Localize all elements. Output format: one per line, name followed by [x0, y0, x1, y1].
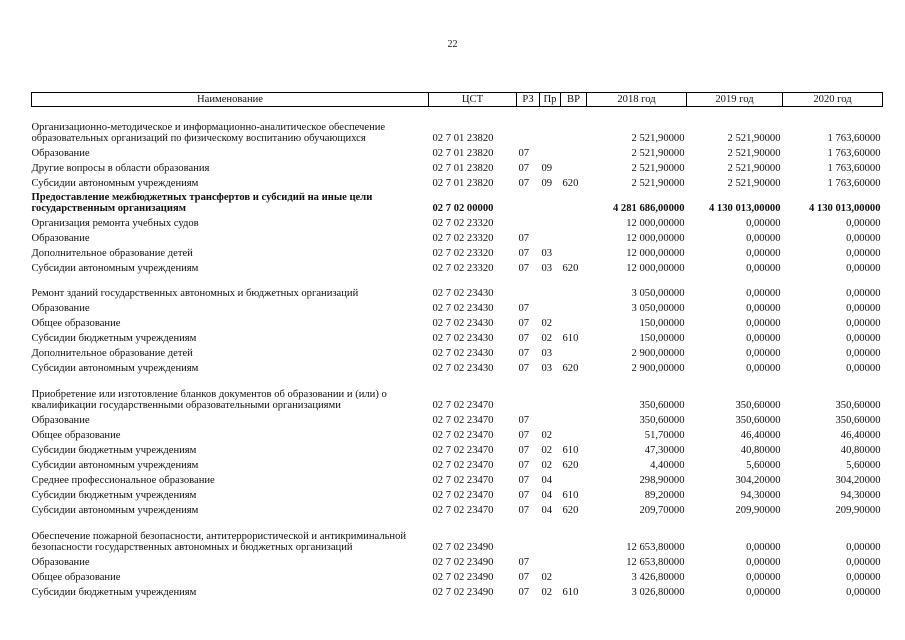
cell-cst: 02 7 01 23820: [432, 178, 494, 189]
cell-pr: [540, 107, 561, 145]
cell-vr: 610: [562, 333, 579, 344]
table-row: [32, 516, 883, 553]
cell-rz: 07: [518, 178, 530, 189]
cell-pr: 09: [541, 163, 553, 174]
cell-pr: [540, 299, 561, 314]
cell-pr: 04: [541, 490, 553, 501]
cell-2018: 2 521,90000: [631, 148, 685, 159]
cell-2020: 4 130 013,00000: [808, 203, 881, 214]
cell-cst: 02 7 02 23470: [432, 460, 494, 471]
cell-cst: 02 7 02 23470: [432, 505, 494, 516]
cell-2020: 0,00000: [846, 303, 881, 314]
cell-2020: 46,40000: [840, 430, 881, 441]
cell-2020: 0,00000: [846, 333, 881, 344]
cell-name: Субсидии автономным учреждениям: [31, 505, 199, 516]
cell-pr: 02: [541, 333, 553, 344]
cell-rz: [517, 214, 540, 229]
cell-name: Субсидии бюджетным учреждениям: [31, 445, 197, 456]
cell-cst: 02 7 02 23430: [432, 363, 494, 374]
cell-name: Организация ремонта учебных судов: [31, 218, 199, 229]
cell-vr: [561, 553, 587, 568]
cell-name: Дополнительное образование детей: [31, 248, 193, 259]
table-row: [32, 471, 883, 486]
cell-2018: 12 653,80000: [626, 542, 685, 553]
cell-2020: 0,00000: [846, 587, 881, 598]
cell-vr: 620: [562, 460, 579, 471]
cell-2019: 0,00000: [746, 557, 781, 568]
cell-vr: [561, 214, 587, 229]
cell-rz: 07: [518, 163, 530, 174]
cell-cst: 02 7 02 23320: [432, 263, 494, 274]
cell-vr: [561, 189, 587, 214]
cell-2018: 350,60000: [639, 415, 685, 426]
col-header-cst: ЦСТ: [429, 93, 517, 107]
cell-2018: 47,30000: [644, 445, 685, 456]
cell-pr: 03: [541, 263, 553, 274]
cell-2020: 0,00000: [846, 542, 881, 553]
cell-cst: 02 7 02 23490: [432, 572, 494, 583]
cell-pr: [540, 214, 561, 229]
cell-2019: 2 521,90000: [727, 133, 781, 144]
cell-vr: [561, 314, 587, 329]
cell-2018: 12 000,00000: [626, 233, 685, 244]
cell-name: Субсидии бюджетным учреждениям: [31, 587, 197, 598]
cell-2019: 0,00000: [746, 233, 781, 244]
cell-cst: 02 7 02 23490: [432, 557, 494, 568]
cell-2019: 350,60000: [735, 415, 781, 426]
cell-rz: 07: [518, 460, 530, 471]
cell-2019: 0,00000: [746, 572, 781, 583]
col-header-rz: РЗ: [517, 93, 540, 107]
cell-2020: 0,00000: [846, 288, 881, 299]
cell-2019: 0,00000: [746, 333, 781, 344]
cell-rz: [517, 516, 540, 553]
cell-2019: 0,00000: [746, 263, 781, 274]
table-row: [32, 214, 883, 229]
cell-2018: 3 050,00000: [631, 288, 685, 299]
cell-name: Образование: [31, 415, 90, 426]
cell-rz: 07: [518, 233, 530, 244]
table-row: [32, 568, 883, 583]
cell-pr: [540, 553, 561, 568]
table-row: [32, 259, 883, 274]
table-row: [32, 456, 883, 471]
cell-cst: 02 7 02 23430: [432, 303, 494, 314]
cell-2020: 40,80000: [840, 445, 881, 456]
table-row: [32, 244, 883, 259]
page-number: 22: [447, 39, 458, 50]
cell-2018: 4 281 686,00000: [612, 203, 685, 214]
cell-rz: [517, 189, 540, 214]
table-row: [32, 359, 883, 374]
cell-2019: 0,00000: [746, 288, 781, 299]
cell-2018: 12 000,00000: [626, 248, 685, 259]
cell-2020: 350,60000: [835, 415, 881, 426]
cell-2019: 0,00000: [746, 348, 781, 359]
cell-vr: [561, 568, 587, 583]
cell-cst: 02 7 02 23470: [432, 400, 494, 411]
cell-2020: 1 763,60000: [827, 163, 881, 174]
cell-rz: 07: [518, 505, 530, 516]
cell-2019: 2 521,90000: [727, 178, 781, 189]
cell-2019: 0,00000: [746, 542, 781, 553]
cell-2018: 3 026,80000: [631, 587, 685, 598]
cell-2018: 209,70000: [639, 505, 685, 516]
cell-vr: [561, 229, 587, 244]
cell-rz: 07: [518, 445, 530, 456]
cell-cst: 02 7 02 00000: [432, 203, 494, 214]
table-row: [32, 107, 883, 145]
col-header-2018: 2018 год: [587, 93, 687, 107]
cell-cst: 02 7 02 23430: [432, 348, 494, 359]
cell-pr: [540, 144, 561, 159]
col-header-2020: 2020 год: [783, 93, 883, 107]
cell-cst: 02 7 02 23470: [432, 490, 494, 501]
cell-2018: 150,00000: [639, 318, 685, 329]
cell-2018: 3 050,00000: [631, 303, 685, 314]
cell-2018: 150,00000: [639, 333, 685, 344]
cell-name: Ремонт зданий государственных автономных и бюджетных организаций: [31, 288, 359, 299]
cell-2020: 0,00000: [846, 318, 881, 329]
table-row: [32, 159, 883, 174]
cell-cst: 02 7 02 23320: [432, 248, 494, 259]
cell-2020: 304,20000: [835, 475, 881, 486]
cell-name: Субсидии автономным учреждениям: [31, 363, 199, 374]
cell-vr: [561, 274, 587, 299]
cell-name: Предоставление межбюджетных трансфертов и субсидий на иные цели государственным организациям: [31, 192, 373, 214]
cell-2019: 2 521,90000: [727, 163, 781, 174]
cell-2019: 304,20000: [735, 475, 781, 486]
col-header-vr: ВР: [561, 93, 587, 107]
cell-2018: 2 521,90000: [631, 133, 685, 144]
cell-name: Образование: [31, 557, 90, 568]
table-row: [32, 486, 883, 501]
cell-2018: 2 521,90000: [631, 163, 685, 174]
cell-cst: 02 7 02 23470: [432, 445, 494, 456]
table-row: [32, 411, 883, 426]
budget-table: [31, 92, 883, 598]
cell-pr: [540, 374, 561, 411]
cell-cst: 02 7 02 23470: [432, 475, 494, 486]
cell-name: Приобретение или изготовление бланков документов об образовании и (или) о квалификации государственными образовательными организациями: [31, 389, 387, 411]
cell-name: Субсидии автономным учреждениям: [31, 178, 199, 189]
col-header-pr: Пр: [540, 93, 561, 107]
cell-2018: 89,20000: [644, 490, 685, 501]
cell-name: Образование: [31, 148, 90, 159]
cell-2020: 1 763,60000: [827, 133, 881, 144]
cell-2019: 0,00000: [746, 303, 781, 314]
cell-cst: 02 7 02 23490: [432, 587, 494, 598]
cell-2020: 5,60000: [846, 460, 881, 471]
cell-2020: 0,00000: [846, 363, 881, 374]
cell-rz: 07: [518, 318, 530, 329]
cell-2019: 350,60000: [735, 400, 781, 411]
cell-pr: 02: [541, 318, 553, 329]
cell-pr: 02: [541, 587, 553, 598]
cell-2020: 0,00000: [846, 218, 881, 229]
cell-pr: 03: [541, 348, 553, 359]
cell-name: Общее образование: [31, 318, 121, 329]
cell-cst: 02 7 01 23820: [432, 148, 494, 159]
cell-pr: 04: [541, 505, 553, 516]
cell-cst: 02 7 02 23320: [432, 218, 494, 229]
table-row: [32, 374, 883, 411]
cell-cst: 02 7 01 23820: [432, 163, 494, 174]
cell-name: Общее образование: [31, 572, 121, 583]
cell-rz: [517, 374, 540, 411]
table-header-row: [32, 93, 883, 107]
cell-vr: [561, 374, 587, 411]
col-header-2019: 2019 год: [687, 93, 783, 107]
cell-2018: 3 426,80000: [631, 572, 685, 583]
table-row: [32, 314, 883, 329]
cell-cst: 02 7 02 23490: [432, 542, 494, 553]
cell-2020: 0,00000: [846, 557, 881, 568]
cell-cst: 02 7 02 23470: [432, 430, 494, 441]
cell-cst: 02 7 02 23430: [432, 288, 494, 299]
cell-2018: 12 000,00000: [626, 263, 685, 274]
cell-2018: 2 900,00000: [631, 363, 685, 374]
cell-pr: 02: [541, 572, 553, 583]
cell-cst: 02 7 02 23320: [432, 233, 494, 244]
table-row: [32, 583, 883, 598]
cell-name: Обеспечение пожарной безопасности, антитеррористической и антикриминальной безопасности государственных автономных и бюджетных организаций: [31, 531, 407, 553]
cell-rz: 07: [518, 348, 530, 359]
cell-vr: [561, 299, 587, 314]
table-row: [32, 426, 883, 441]
cell-rz: 07: [518, 363, 530, 374]
col-header-name: Наименование: [32, 93, 429, 107]
cell-cst: 02 7 02 23430: [432, 318, 494, 329]
cell-rz: 07: [518, 572, 530, 583]
cell-2020: 0,00000: [846, 348, 881, 359]
cell-rz: 07: [518, 263, 530, 274]
cell-rz: 07: [518, 430, 530, 441]
cell-vr: 620: [562, 263, 579, 274]
table-row: [32, 501, 883, 516]
cell-vr: 620: [562, 505, 579, 516]
table-row: [32, 441, 883, 456]
cell-name: Субсидии бюджетным учреждениям: [31, 333, 197, 344]
cell-pr: [540, 516, 561, 553]
cell-2019: 0,00000: [746, 218, 781, 229]
cell-2019: 0,00000: [746, 318, 781, 329]
cell-2019: 94,30000: [740, 490, 781, 501]
cell-2019: 46,40000: [740, 430, 781, 441]
cell-2018: 2 900,00000: [631, 348, 685, 359]
cell-vr: [561, 411, 587, 426]
cell-pr: 02: [541, 430, 553, 441]
cell-2019: 40,80000: [740, 445, 781, 456]
cell-2020: 94,30000: [840, 490, 881, 501]
table-row: [32, 299, 883, 314]
cell-pr: 02: [541, 445, 553, 456]
cell-2018: 51,70000: [644, 430, 685, 441]
cell-2019: 209,90000: [735, 505, 781, 516]
cell-cst: 02 7 01 23820: [432, 133, 494, 144]
table-body: [32, 107, 883, 599]
cell-vr: [561, 516, 587, 553]
cell-pr: 03: [541, 363, 553, 374]
cell-vr: [561, 107, 587, 145]
cell-2020: 0,00000: [846, 233, 881, 244]
cell-name: Образование: [31, 233, 90, 244]
cell-2019: 4 130 013,00000: [708, 203, 781, 214]
cell-rz: 07: [518, 587, 530, 598]
table-row: [32, 553, 883, 568]
cell-2019: 0,00000: [746, 587, 781, 598]
cell-2019: 0,00000: [746, 363, 781, 374]
cell-2019: 0,00000: [746, 248, 781, 259]
table-row: [32, 274, 883, 299]
cell-vr: [561, 471, 587, 486]
cell-2018: 2 521,90000: [631, 178, 685, 189]
cell-rz: [517, 107, 540, 145]
cell-cst: 02 7 02 23430: [432, 333, 494, 344]
cell-vr: [561, 426, 587, 441]
cell-rz: 07: [518, 475, 530, 486]
cell-pr: [540, 189, 561, 214]
table-row: [32, 189, 883, 214]
cell-name: Среднее профессиональное образование: [31, 475, 215, 486]
cell-rz: 07: [518, 148, 530, 159]
cell-pr: [540, 274, 561, 299]
cell-2018: 12 000,00000: [626, 218, 685, 229]
cell-2020: 1 763,60000: [827, 178, 881, 189]
cell-name: Субсидии автономным учреждениям: [31, 460, 199, 471]
cell-vr: [561, 244, 587, 259]
cell-name: Другие вопросы в области образования: [31, 163, 210, 174]
cell-name: Субсидии автономным учреждениям: [31, 263, 199, 274]
cell-2020: 1 763,60000: [827, 148, 881, 159]
cell-2018: 4,40000: [650, 460, 685, 471]
cell-vr: 610: [562, 587, 579, 598]
cell-name: Общее образование: [31, 430, 121, 441]
cell-pr: 09: [541, 178, 553, 189]
table-row: [32, 229, 883, 244]
cell-pr: 02: [541, 460, 553, 471]
cell-vr: [561, 159, 587, 174]
cell-2018: 350,60000: [639, 400, 685, 411]
cell-rz: 07: [518, 557, 530, 568]
cell-name: Образование: [31, 303, 90, 314]
cell-vr: [561, 344, 587, 359]
cell-name: Дополнительное образование детей: [31, 348, 193, 359]
cell-pr: [540, 411, 561, 426]
cell-2019: 2 521,90000: [727, 148, 781, 159]
cell-rz: 07: [518, 303, 530, 314]
cell-rz: 07: [518, 333, 530, 344]
cell-2018: 12 653,80000: [626, 557, 685, 568]
cell-name: Субсидии бюджетным учреждениям: [31, 490, 197, 501]
table-row: [32, 144, 883, 159]
table-row: [32, 174, 883, 189]
cell-rz: [517, 274, 540, 299]
cell-2020: 209,90000: [835, 505, 881, 516]
cell-rz: 07: [518, 415, 530, 426]
cell-2020: 0,00000: [846, 572, 881, 583]
table-row: [32, 329, 883, 344]
cell-2020: 0,00000: [846, 248, 881, 259]
cell-2019: 5,60000: [746, 460, 781, 471]
cell-pr: 03: [541, 248, 553, 259]
cell-rz: 07: [518, 490, 530, 501]
cell-rz: 07: [518, 248, 530, 259]
cell-vr: 610: [562, 445, 579, 456]
cell-vr: 620: [562, 178, 579, 189]
cell-2018: 298,90000: [639, 475, 685, 486]
cell-name: Организационно-методическое и информационно-аналитическое обеспечение образовательных организаций по физическому воспитанию обучающихся: [31, 122, 386, 144]
cell-2020: 350,60000: [835, 400, 881, 411]
cell-pr: [540, 229, 561, 244]
cell-pr: 04: [541, 475, 553, 486]
cell-cst: 02 7 02 23470: [432, 415, 494, 426]
cell-vr: 620: [562, 363, 579, 374]
cell-vr: [561, 144, 587, 159]
cell-2020: 0,00000: [846, 263, 881, 274]
cell-vr: 610: [562, 490, 579, 501]
table-row: [32, 344, 883, 359]
